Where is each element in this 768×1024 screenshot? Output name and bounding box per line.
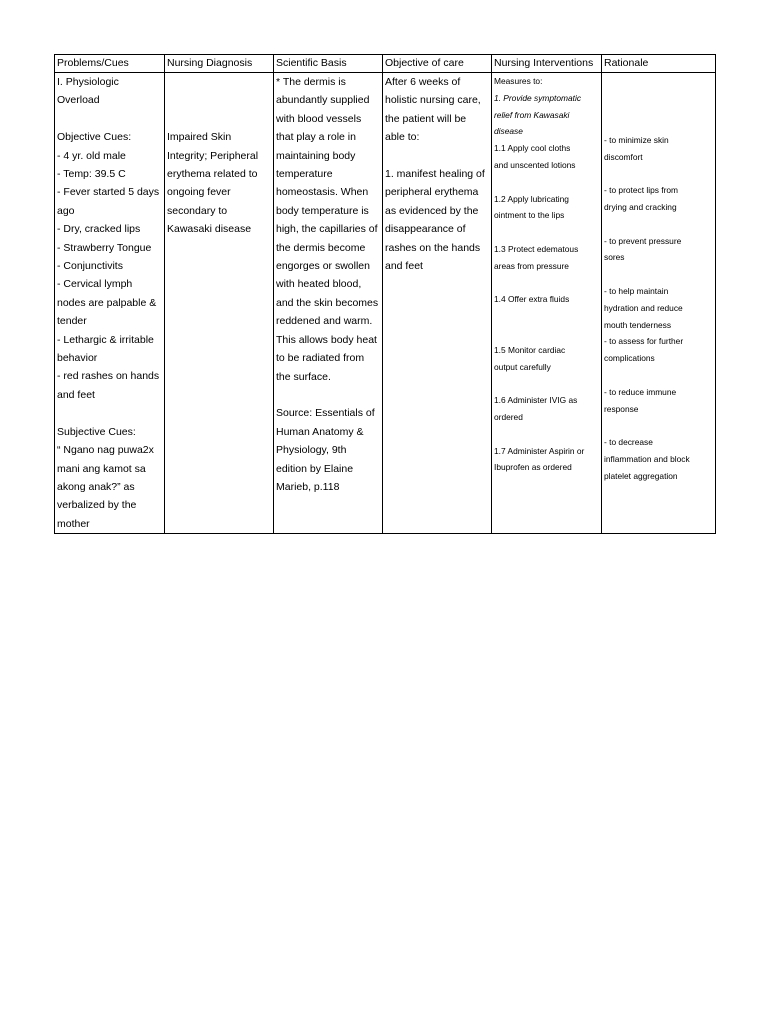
subjective-cue: mani ang kamot sa (57, 462, 146, 475)
basis-text: with blood vessels (276, 112, 362, 125)
basis-text: the surface. (276, 370, 331, 383)
objective-text: holistic nursing care, (385, 94, 481, 107)
objective-text: rashes on the hands (385, 241, 481, 254)
subjective-cue: akong anak?” as (57, 480, 135, 493)
basis-text: and the skin becomes (276, 296, 379, 309)
objective-cue: ago (57, 204, 75, 217)
header-objective-of-care: Objective of care (383, 55, 492, 73)
basis-text: abundantly supplied (276, 94, 370, 107)
rationale-item: - to protect lips from (604, 185, 679, 196)
problem-title: Overload (57, 94, 100, 107)
objective-cue: - Lethargic & irritable (57, 333, 154, 346)
intervention-item: ointment to the lips (494, 210, 565, 221)
intervention-item: 1.3 Protect edematous (494, 243, 579, 254)
diagnosis-text: Integrity; Peripheral (167, 149, 259, 162)
header-nursing-interventions: Nursing Interventions (492, 55, 602, 73)
rationale-item: discomfort (604, 151, 643, 162)
objective-cue: - Cervical lymph (57, 278, 133, 291)
diagnosis-text: ongoing fever (167, 186, 231, 199)
intervention-item: 1.2 Apply lubricating (494, 193, 569, 204)
intervention-item: areas from pressure (494, 260, 569, 271)
objective-text: 1. manifest healing of (385, 168, 485, 181)
objective-cue: tender (57, 315, 87, 328)
rationale-item: drying and cracking (604, 201, 677, 212)
source-citation: Human Anatomy & (276, 425, 364, 438)
objective-cue: - 4 yr. old male (57, 149, 126, 162)
basis-text: with heated blood, (276, 278, 362, 291)
intervention-item: 1.7 Administer Aspirin or (494, 445, 585, 456)
basis-text: reddened and warm. (276, 315, 373, 328)
intervention-item: 1.5 Monitor cardiac (494, 344, 566, 355)
basis-text: high, the capillaries of (276, 223, 378, 236)
objective-text: peripheral erythema (385, 186, 479, 199)
diagnosis-text: secondary to (167, 204, 228, 217)
basis-text: engorges or swollen (276, 260, 370, 273)
objective-text: able to: (385, 131, 420, 144)
objective-text: as evidenced by the (385, 204, 479, 217)
problems-cues-cell (55, 73, 165, 534)
objective-text: After 6 weeks of (385, 76, 461, 88)
header-nursing-diagnosis: Nursing Diagnosis (165, 55, 274, 73)
rationale-item: sores (604, 252, 625, 263)
header-scientific-basis: Scientific Basis (274, 55, 383, 73)
nursing-diagnosis-cell (165, 73, 274, 534)
basis-text: * The dermis is (276, 76, 346, 88)
objective-cue: - Conjunctivits (57, 260, 123, 273)
rationale-item: - to assess for further (604, 336, 684, 347)
intervention-item: 1.1 Apply cool cloths (494, 143, 571, 154)
diagnosis-text: Kawasaki disease (167, 223, 252, 236)
basis-text: maintaining body (276, 149, 356, 162)
subjective-cues-label: Subjective Cues: (57, 425, 136, 438)
intervention-item: ordered (494, 411, 523, 422)
objective-cue: - Dry, cracked lips (57, 223, 141, 236)
measures-label: Measures to: (494, 76, 543, 86)
rationale-item: response (604, 403, 639, 414)
objective-cue: - Strawberry Tongue (57, 241, 152, 254)
header-problems-cues: Problems/Cues (55, 55, 165, 73)
source-citation: Physiology, 9th (276, 444, 347, 457)
objective-text: disappearance of (385, 223, 466, 236)
header-rationale: Rationale (602, 55, 716, 73)
objective-cue: - Temp: 39.5 C (57, 168, 126, 181)
intervention-goal: relief from Kawasaki (494, 109, 570, 120)
rationale-item: hydration and reduce (604, 302, 683, 313)
rationale-item: complications (604, 353, 655, 364)
diagnosis-text: Impaired Skin (167, 131, 232, 144)
rationale-item: platelet aggregation (604, 470, 678, 481)
rationale-item: mouth tenderness (604, 319, 672, 330)
header-row (55, 55, 716, 73)
source-citation: Source: Essentials of (276, 407, 375, 420)
basis-text: that play a role in (276, 131, 356, 144)
objective-cue: - Fever started 5 days (57, 186, 160, 199)
intervention-goal: 1. Provide symptomatic (494, 92, 582, 103)
source-citation: Marieb, p.118 (276, 480, 340, 493)
objective-cue: and feet (57, 388, 95, 401)
basis-text: to be radiated from (276, 352, 365, 365)
objective-cue: - red rashes on hands (57, 370, 160, 383)
rationale-item: - to reduce immune (604, 386, 677, 397)
intervention-goal: disease (494, 126, 523, 137)
rationale-cell (602, 73, 716, 534)
table-row (55, 73, 716, 534)
basis-text: This allows body heat (276, 333, 377, 346)
basis-text: homeostasis. When (276, 186, 369, 199)
basis-text: the dermis become (276, 241, 366, 254)
objective-of-care-cell (383, 73, 492, 534)
objective-cue: behavior (57, 352, 98, 365)
rationale-item: - to minimize skin (604, 134, 669, 145)
subjective-cue: mother (57, 517, 90, 530)
objective-text: the patient will be (385, 112, 467, 125)
nursing-care-plan-table (54, 54, 716, 534)
intervention-item: and unscented lotions (494, 159, 576, 170)
nursing-interventions-cell (492, 73, 602, 534)
intervention-item: 1.6 Administer IVIG as (494, 395, 578, 406)
basis-text: temperature (276, 168, 333, 181)
objective-cues-label: Objective Cues: (57, 131, 132, 144)
source-citation: edition by Elaine (276, 462, 354, 475)
rationale-item: - to decrease (604, 437, 653, 448)
rationale-item: - to help maintain (604, 285, 669, 296)
diagnosis-text: erythema related to (167, 167, 258, 180)
rationale-item: inflammation and block (604, 453, 690, 464)
objective-text: and feet (385, 260, 423, 273)
basis-text: body temperature is (276, 204, 369, 217)
intervention-item: 1.4 Offer extra fluids (494, 294, 570, 305)
scientific-basis-cell (274, 73, 383, 534)
problem-title: I. Physiologic (57, 76, 119, 88)
rationale-item: - to prevent pressure (604, 235, 682, 246)
intervention-item: Ibuprofen as ordered (494, 462, 572, 473)
subjective-cue: verbalized by the (57, 499, 137, 512)
intervention-item: output carefully (494, 361, 551, 372)
objective-cue: nodes are palpable & (57, 296, 157, 309)
subjective-cue: “ Ngano nag puwa2x (57, 444, 154, 457)
